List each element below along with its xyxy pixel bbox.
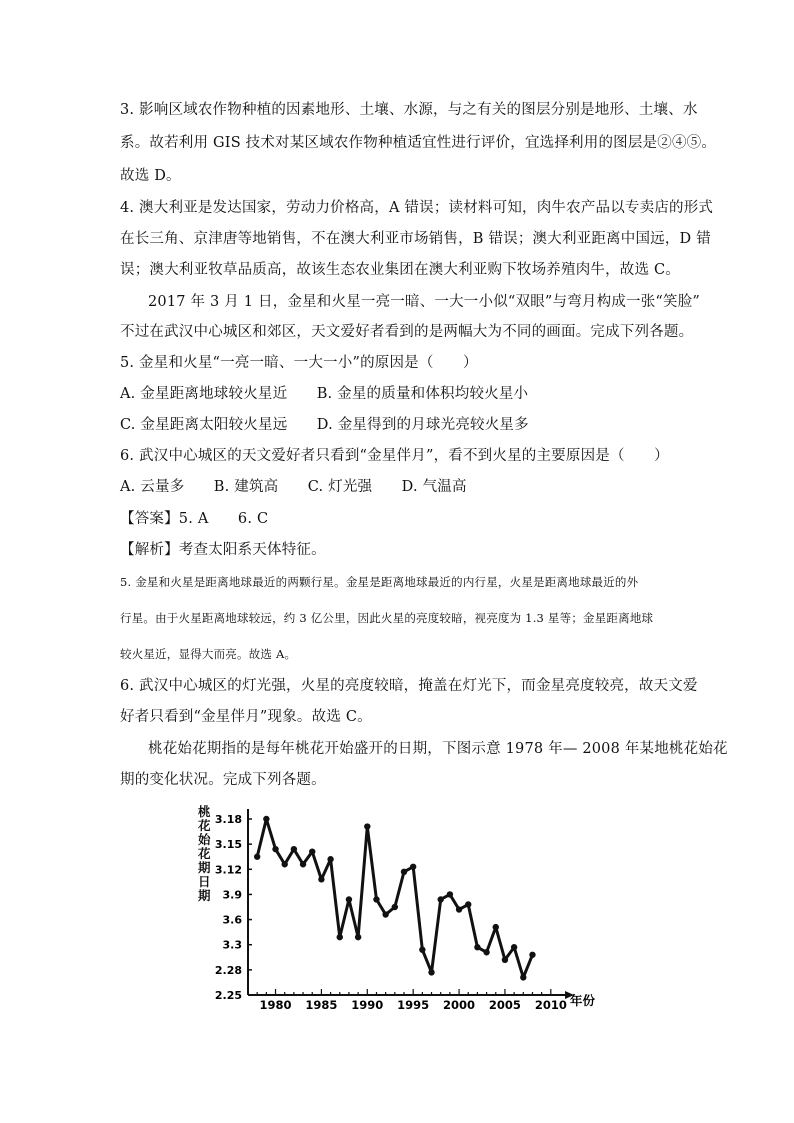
text-line: 4. 澳大利亚是发达国家，劳动力价格高，A 错误；读材料可知，肉牛农产品以专卖店的形式: [120, 200, 714, 216]
data-point: [502, 957, 508, 963]
text-line: 在长三角、京津唐等地销售，不在澳大利亚市场销售，B 错误；澳大利亚距离中国远，D 错: [120, 231, 711, 247]
y-tick-label: 3.15: [214, 838, 242, 852]
question-5: 5. 金星和火星“一亮一暗、一大一小”的原因是（ ）: [120, 355, 478, 371]
data-point: [364, 823, 370, 829]
data-point: [282, 861, 288, 867]
y-tick-label: 2.25: [214, 989, 242, 1002]
data-point: [511, 944, 517, 950]
y-tick-label: 3.18: [214, 813, 242, 826]
question-6-options: A. 云量多 B. 建筑高 C. 灯光强 D. 气温高: [120, 479, 467, 495]
text-line: 2017 年 3 月 1 日，金星和火星一亮一暗、一大一小似“双眼”与弯月构成一张“笑脸”: [148, 294, 701, 310]
data-point: [346, 896, 352, 902]
data-point: [483, 949, 489, 955]
data-point: [309, 848, 315, 854]
text-line: 误；澳大利亚牧草品质高，故该生态农业集团在澳大利亚购下牧场养殖肉牛，故选 C。: [120, 262, 681, 278]
peach-blossom-chart: [190, 800, 610, 1015]
text-line: 3. 影响区域农作物种植的因素地形、土壤、水源，与之有关的图层分别是地形、土壤、水: [120, 102, 698, 118]
question-5-options-cd: C. 金星距离太阳较火星远 D. 金星得到的月球光亮较火星多: [120, 417, 529, 433]
data-point: [456, 906, 462, 912]
text-line: 故选 D。: [120, 168, 181, 184]
y-tick-label: 3.9: [222, 888, 242, 902]
x-tick-label: 2005: [488, 998, 521, 1012]
answer-line: 【答案】5. A 6. C: [120, 511, 269, 527]
data-point: [520, 974, 526, 980]
chart-series: [254, 816, 536, 981]
data-point: [337, 934, 343, 940]
analysis-6: 6. 武汉中心城区的灯光强，火星的亮度较暗，掩盖在灯光下，而金星亮度较亮，故天文爱: [120, 678, 698, 694]
analysis-line: 【解析】考查太阳系天体特征。: [120, 542, 326, 558]
chart-y-ticks: [215, 813, 252, 1002]
x-tick-label: 1995: [397, 998, 430, 1012]
data-point: [438, 896, 444, 902]
data-point: [327, 856, 333, 862]
data-point: [447, 891, 453, 897]
data-point: [410, 864, 416, 870]
x-tick-label: 1990: [351, 998, 384, 1012]
question-5-options-ab: A. 金星距离地球较火星近 B. 金星的质量和体积均较火星小: [120, 386, 529, 402]
data-point: [355, 934, 361, 940]
y-tick-label: 3.3: [222, 938, 242, 952]
chart-x-ticks: [257, 989, 567, 1012]
x-tick-label: 2000: [443, 998, 476, 1012]
chart-x-label: 年份: [570, 993, 596, 1008]
analysis-5: 较火星近，显得大而亮。故选 A。: [120, 647, 297, 661]
intro-line: 桃花始花期指的是每年桃花开始盛开的日期，下图示意 1978 年— 2008 年某地桃花始花: [148, 741, 728, 757]
data-point: [474, 944, 480, 950]
analysis-5: 5. 金星和火星是距离地球最近的两颗行星。金星是距离地球最近的内行星，火星是距离地球最近的外: [120, 575, 639, 589]
data-point: [291, 846, 297, 852]
data-point: [392, 904, 398, 910]
data-point: [254, 854, 260, 860]
y-tick-label: 3.6: [222, 913, 242, 927]
y-tick-label: 2.28: [214, 963, 242, 977]
analysis-5: 行星。由于火星距离地球较远，约 3 亿公里，因此火星的亮度较暗，视亮度为 1.3 星等；金星距离地球: [120, 611, 654, 625]
data-point: [300, 861, 306, 867]
data-point: [263, 816, 269, 822]
y-tick-label: 3.12: [214, 863, 242, 877]
line-chart-svg: [190, 800, 610, 1015]
data-point: [272, 846, 278, 852]
data-point: [401, 869, 407, 875]
data-point: [529, 952, 535, 958]
x-tick-label: 1980: [259, 998, 292, 1012]
series-line: [257, 819, 532, 977]
question-6: 6. 武汉中心城区的天文爱好者只看到“金星伴月”，看不到火星的主要原因是（ ）: [120, 448, 669, 464]
data-point: [493, 924, 499, 930]
text-line: 不过在武汉中心城区和郊区，天文爱好者看到的是两幅大为不同的画面。完成下列各题。: [120, 324, 694, 340]
data-point: [373, 896, 379, 902]
data-point: [419, 947, 425, 953]
intro-line: 期的变化状况。完成下列各题。: [120, 772, 326, 788]
analysis-6: 好者只看到“金星伴月”现象。故选 C。: [120, 709, 372, 725]
x-tick-label: 1985: [305, 998, 338, 1012]
x-tick-label: 2010: [534, 998, 567, 1012]
data-point: [318, 876, 324, 882]
data-point: [428, 969, 434, 975]
data-point: [382, 911, 388, 917]
data-point: [465, 901, 471, 907]
chart-y-label: 桃花始花期日期: [198, 804, 211, 903]
text-line: 系。故若利用 GIS 技术对某区域农作物种植适宜性进行评价，宜选择利用的图层是②④⑤。: [120, 135, 717, 151]
